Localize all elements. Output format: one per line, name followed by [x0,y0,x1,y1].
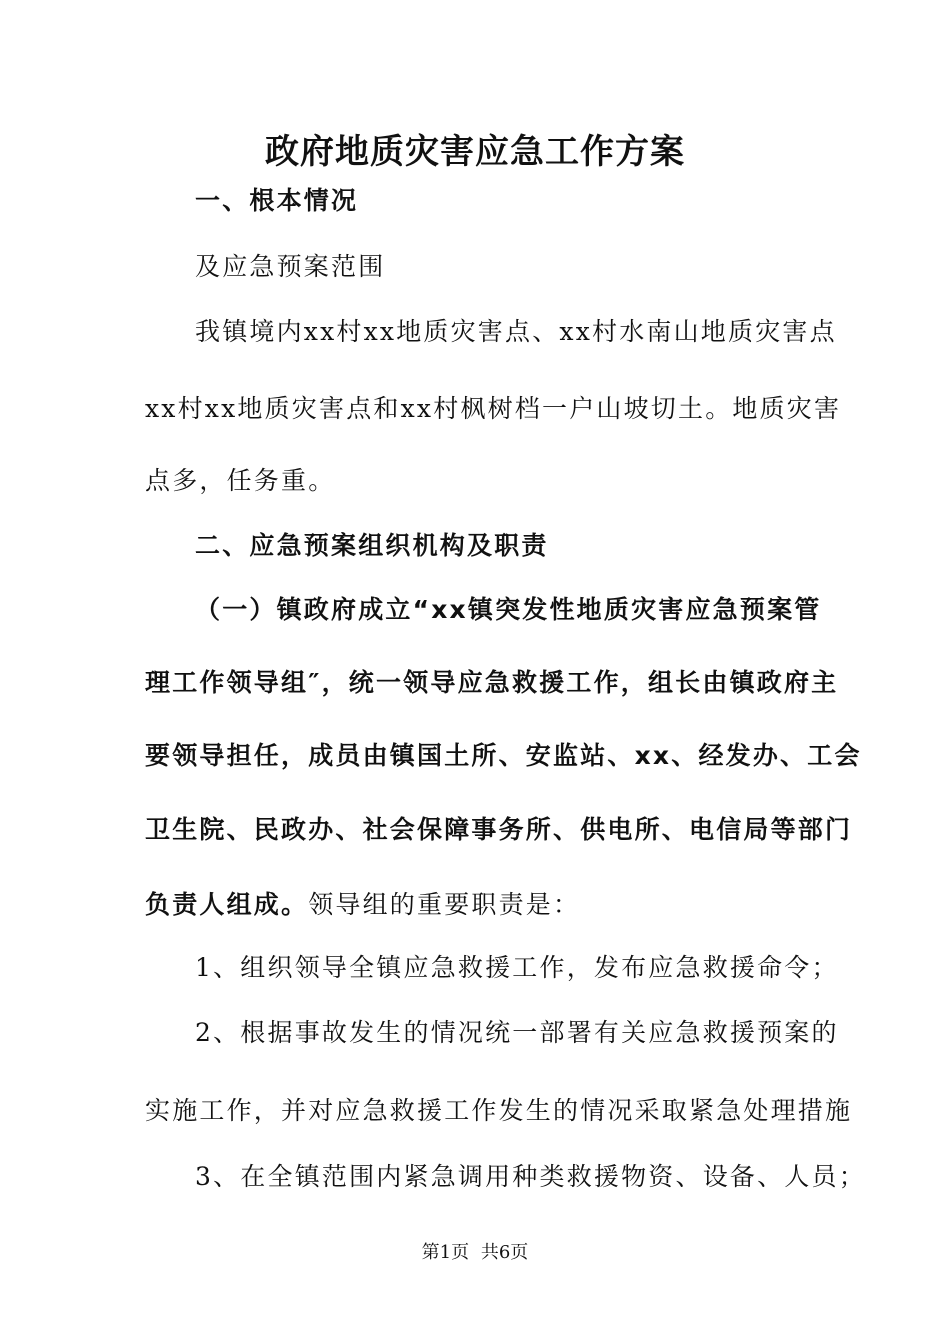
paragraph-line: 点多，任务重。 [145,466,336,495]
paragraph-line-mixed [145,887,810,923]
paragraph-line: 我镇境内xx村xx地质灾害点、xx村水南山地质灾害点 [195,317,837,346]
paragraph-line: 实施工作，并对应急救援工作发生的情况采取紧急处理措施 [145,1096,853,1125]
page-footer [0,1241,950,1265]
section-heading-2: 二、应急预案组织机构及职责 [195,531,549,560]
mixed-bold-text: 负责人组成。 [145,890,309,919]
paragraph-line-bold: （一）镇政府成立“xx镇突发性地质灾害应急预案管 [195,595,822,624]
paragraph-line: 及应急预案范围 [195,252,386,281]
list-item-1: 1、组织领导全镇应急救援工作，发布应急救援命令； [195,953,839,982]
page-total: 共6页 [480,1242,529,1263]
section-heading-1: 一、根本情况 [195,186,359,215]
list-item-3: 3、在全镇范围内紧急调用种类救援物资、设备、人员； [195,1162,866,1191]
paragraph-line-bold: 卫生院、民政办、社会保障事务所、供电所、电信局等部门 [145,815,853,844]
page-number: 第1页 [421,1242,470,1263]
list-item-2: 2、根据事故发生的情况统一部署有关应急救援预案的 [195,1018,839,1047]
paragraph-line-bold: 要领导担任，成员由镇国土所、安监站、xx、经发办、工会 [145,741,862,770]
paragraph-line-bold: 理工作领导组″，统一领导应急救援工作，组长由镇政府主 [145,668,839,697]
mixed-regular-text: 领导组的重要职责是： [308,890,581,919]
document-title: 政府地质灾害应急工作方案 [265,132,685,172]
paragraph-line: xx村xx地质灾害点和xx村枫树档一户山坡切土。地质灾害 [145,394,842,423]
